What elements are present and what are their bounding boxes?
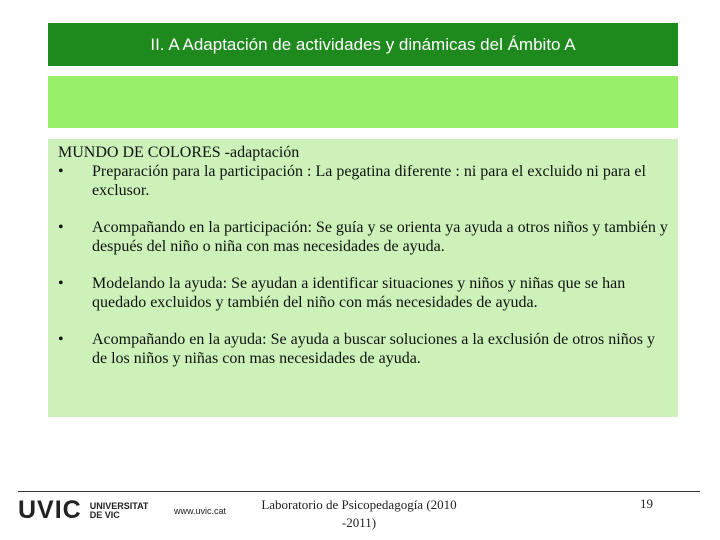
slide-title-bar [48, 23, 678, 66]
lab-line-2: -2011) [341, 515, 377, 530]
content-box [48, 139, 678, 417]
bullet-item [58, 330, 668, 368]
slide-title: II. A Adaptación de actividades y dinámicas del Ámbito A [150, 34, 576, 54]
logo-subtitle [90, 502, 149, 520]
lab-line-1: Laboratorio de Psicopedagogía (2010 [261, 497, 457, 512]
bullet-text: Preparación para la participación : La pegatina diferente : ni para el excluido ni para el exclusor. [92, 163, 646, 199]
uvic-logo [18, 496, 148, 525]
bullet-dot: • [58, 331, 64, 348]
bullet-text: Acompañando en la ayuda: Se ayuda a buscar soluciones a la exclusión de otros niños y de los niños y niñas con mas necesidades de ayuda. [92, 331, 655, 367]
logo-line-2: DE VIC [89, 509, 120, 520]
footer-divider [18, 491, 700, 492]
content-heading: MUNDO DE COLORES -adaptación [58, 144, 300, 161]
subtitle-bar [48, 76, 678, 128]
bullet-dot: • [58, 163, 64, 180]
bullet-text: Acompañando en la participación: Se guía y se orienta ya ayuda a otros niños y también y después del niño o niña con mas necesidades de ayuda. [92, 219, 668, 255]
logo-line-1: UNIVERSITAT [89, 500, 149, 511]
logo-mark: UVIC [18, 496, 82, 524]
website-text: www.uvic.cat [174, 506, 227, 516]
bullet-item [58, 274, 668, 312]
bullet-dot: • [58, 219, 64, 236]
page-number: 19 [640, 496, 653, 511]
bullet-item [58, 162, 668, 200]
bullet-item [58, 218, 668, 256]
bullet-list [58, 162, 668, 368]
lab-footer-text [248, 496, 470, 532]
bullet-dot: • [58, 275, 64, 292]
bullet-text: Modelando la ayuda: Se ayudan a identificar situaciones y niños y niñas que se han quedado excluidos y también del niño con más necesidades de ayuda. [92, 275, 626, 311]
